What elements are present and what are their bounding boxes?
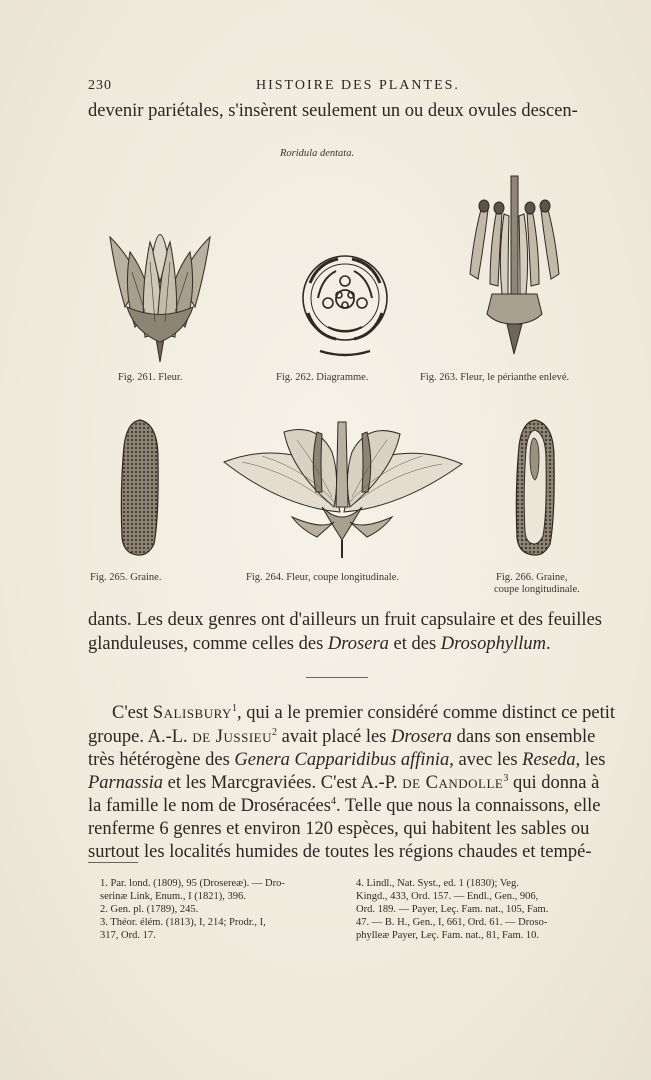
text-span: groupe. A.-L. bbox=[88, 727, 193, 748]
footnote-ref: 2 bbox=[271, 727, 277, 738]
floral-diagram-icon bbox=[298, 253, 392, 359]
genus-name: Parnassia bbox=[88, 773, 164, 794]
footnote-line: 317, Ord. 17. bbox=[100, 930, 156, 941]
body-line: surtout les localités humides de toutes les régions chaudes et tempé- bbox=[88, 842, 592, 862]
text-span: , avec les bbox=[449, 750, 523, 770]
text-span: , les bbox=[575, 750, 606, 770]
flower-section-icon bbox=[222, 412, 464, 560]
text-span: qui donna à bbox=[508, 773, 600, 794]
figure-caption: Fig. 266. Graine, bbox=[496, 572, 568, 583]
text-span: avait placé les bbox=[276, 727, 392, 748]
work-title: Genera Capparidibus affinia bbox=[234, 750, 450, 770]
body-line: devenir pariétales, s'insèrent seulement un ou deux ovules descen- bbox=[88, 101, 578, 121]
footnote-line: phylleæ Payer, Leç. Fam. nat., 81, Fam. 10. bbox=[356, 930, 540, 941]
stamens-icon bbox=[462, 174, 567, 359]
figure-caption: Fig. 264. Fleur, coupe longitudinale. bbox=[246, 572, 399, 583]
body-line: dants. Les deux genres ont d'ailleurs un fruit capsulaire et des feuilles bbox=[88, 610, 602, 630]
text-span: glanduleuses, comme celles des bbox=[88, 634, 328, 654]
author-name: de Candolle bbox=[402, 773, 504, 794]
footnote-line: 2. Gen. pl. (1789), 245. bbox=[100, 904, 199, 915]
running-title: HISTOIRE DES PLANTES. bbox=[256, 78, 460, 93]
figure-caption: Fig. 261. Fleur. bbox=[118, 372, 183, 383]
body-line bbox=[88, 773, 599, 794]
footnote-rule bbox=[88, 862, 138, 863]
genus-name: Reseda bbox=[522, 750, 576, 770]
body-line bbox=[88, 634, 551, 655]
body-line bbox=[112, 703, 615, 724]
genus-name: Drosera bbox=[391, 727, 452, 748]
footnote-line: serinæ Link, Enum., I (1821), 396. bbox=[100, 891, 246, 902]
footnote-ref: 1 bbox=[231, 703, 237, 714]
footnote-line: Kingd., 433, Ord. 157. — Endl., Gen., 906, bbox=[356, 891, 539, 902]
author-name: de Jussieu bbox=[192, 727, 272, 748]
figure-caption: coupe longitudinale. bbox=[494, 584, 580, 595]
plate-title: Roridula dentata. bbox=[280, 148, 355, 159]
footnote-left bbox=[100, 877, 285, 942]
figure-caption: Fig. 262. Diagramme. bbox=[276, 372, 369, 383]
text-span: C'est bbox=[112, 703, 153, 724]
body-line bbox=[88, 750, 605, 771]
body-line bbox=[88, 796, 600, 817]
text-span: . bbox=[545, 634, 551, 654]
seed-section-icon bbox=[512, 418, 558, 558]
figure-caption: Fig. 265. Graine. bbox=[90, 572, 162, 583]
body-line: renferme 6 genres et environ 120 espèces, qui habitent les sables ou bbox=[88, 819, 590, 839]
text-span: et les Marcgraviées. C'est A.-P. bbox=[163, 773, 403, 794]
footnote-right bbox=[356, 877, 548, 942]
footnote-ref: 4 bbox=[330, 796, 336, 807]
flower-icon bbox=[105, 212, 215, 367]
footnote-line: 3. Théor. élém. (1813), I, 214; Prodr., I, bbox=[100, 917, 266, 928]
text-span: très hétérogène des bbox=[88, 750, 235, 770]
page-header bbox=[88, 78, 608, 98]
page-number: 230 bbox=[88, 78, 112, 93]
footnote-line: 4. Lindl., Nat. Syst., ed. 1 (1830); Veg. bbox=[356, 878, 519, 889]
footnote-line: 47. — B. H., Gen., I, 661, Ord. 61. — Droso- bbox=[356, 917, 548, 928]
text-span: , qui a le premier considéré comme distinct ce petit bbox=[236, 703, 616, 724]
seed-icon bbox=[118, 418, 162, 558]
genus-name: Drosophyllum bbox=[440, 634, 546, 654]
section-separator bbox=[306, 677, 368, 678]
body-line bbox=[88, 727, 595, 748]
text-span: . Telle que nous la connaissons, elle bbox=[335, 796, 601, 817]
footnote-line: Ord. 189. — Payer, Leç. Fam. nat., 105, Fam. bbox=[356, 904, 549, 915]
genus-name: Drosera bbox=[327, 634, 389, 654]
text-span: et des bbox=[388, 634, 441, 654]
footnote-line: 1. Par. lond. (1809), 95 (Drosereæ). — Dro- bbox=[100, 878, 285, 889]
footnote-ref: 3 bbox=[503, 773, 509, 784]
author-name: Salisbury bbox=[152, 703, 232, 724]
figure-caption: Fig. 263. Fleur, le périanthe enlevé. bbox=[420, 372, 570, 383]
text-span: dans son ensemble bbox=[452, 727, 596, 748]
text-span: la famille le nom de Droséracées bbox=[88, 796, 331, 817]
